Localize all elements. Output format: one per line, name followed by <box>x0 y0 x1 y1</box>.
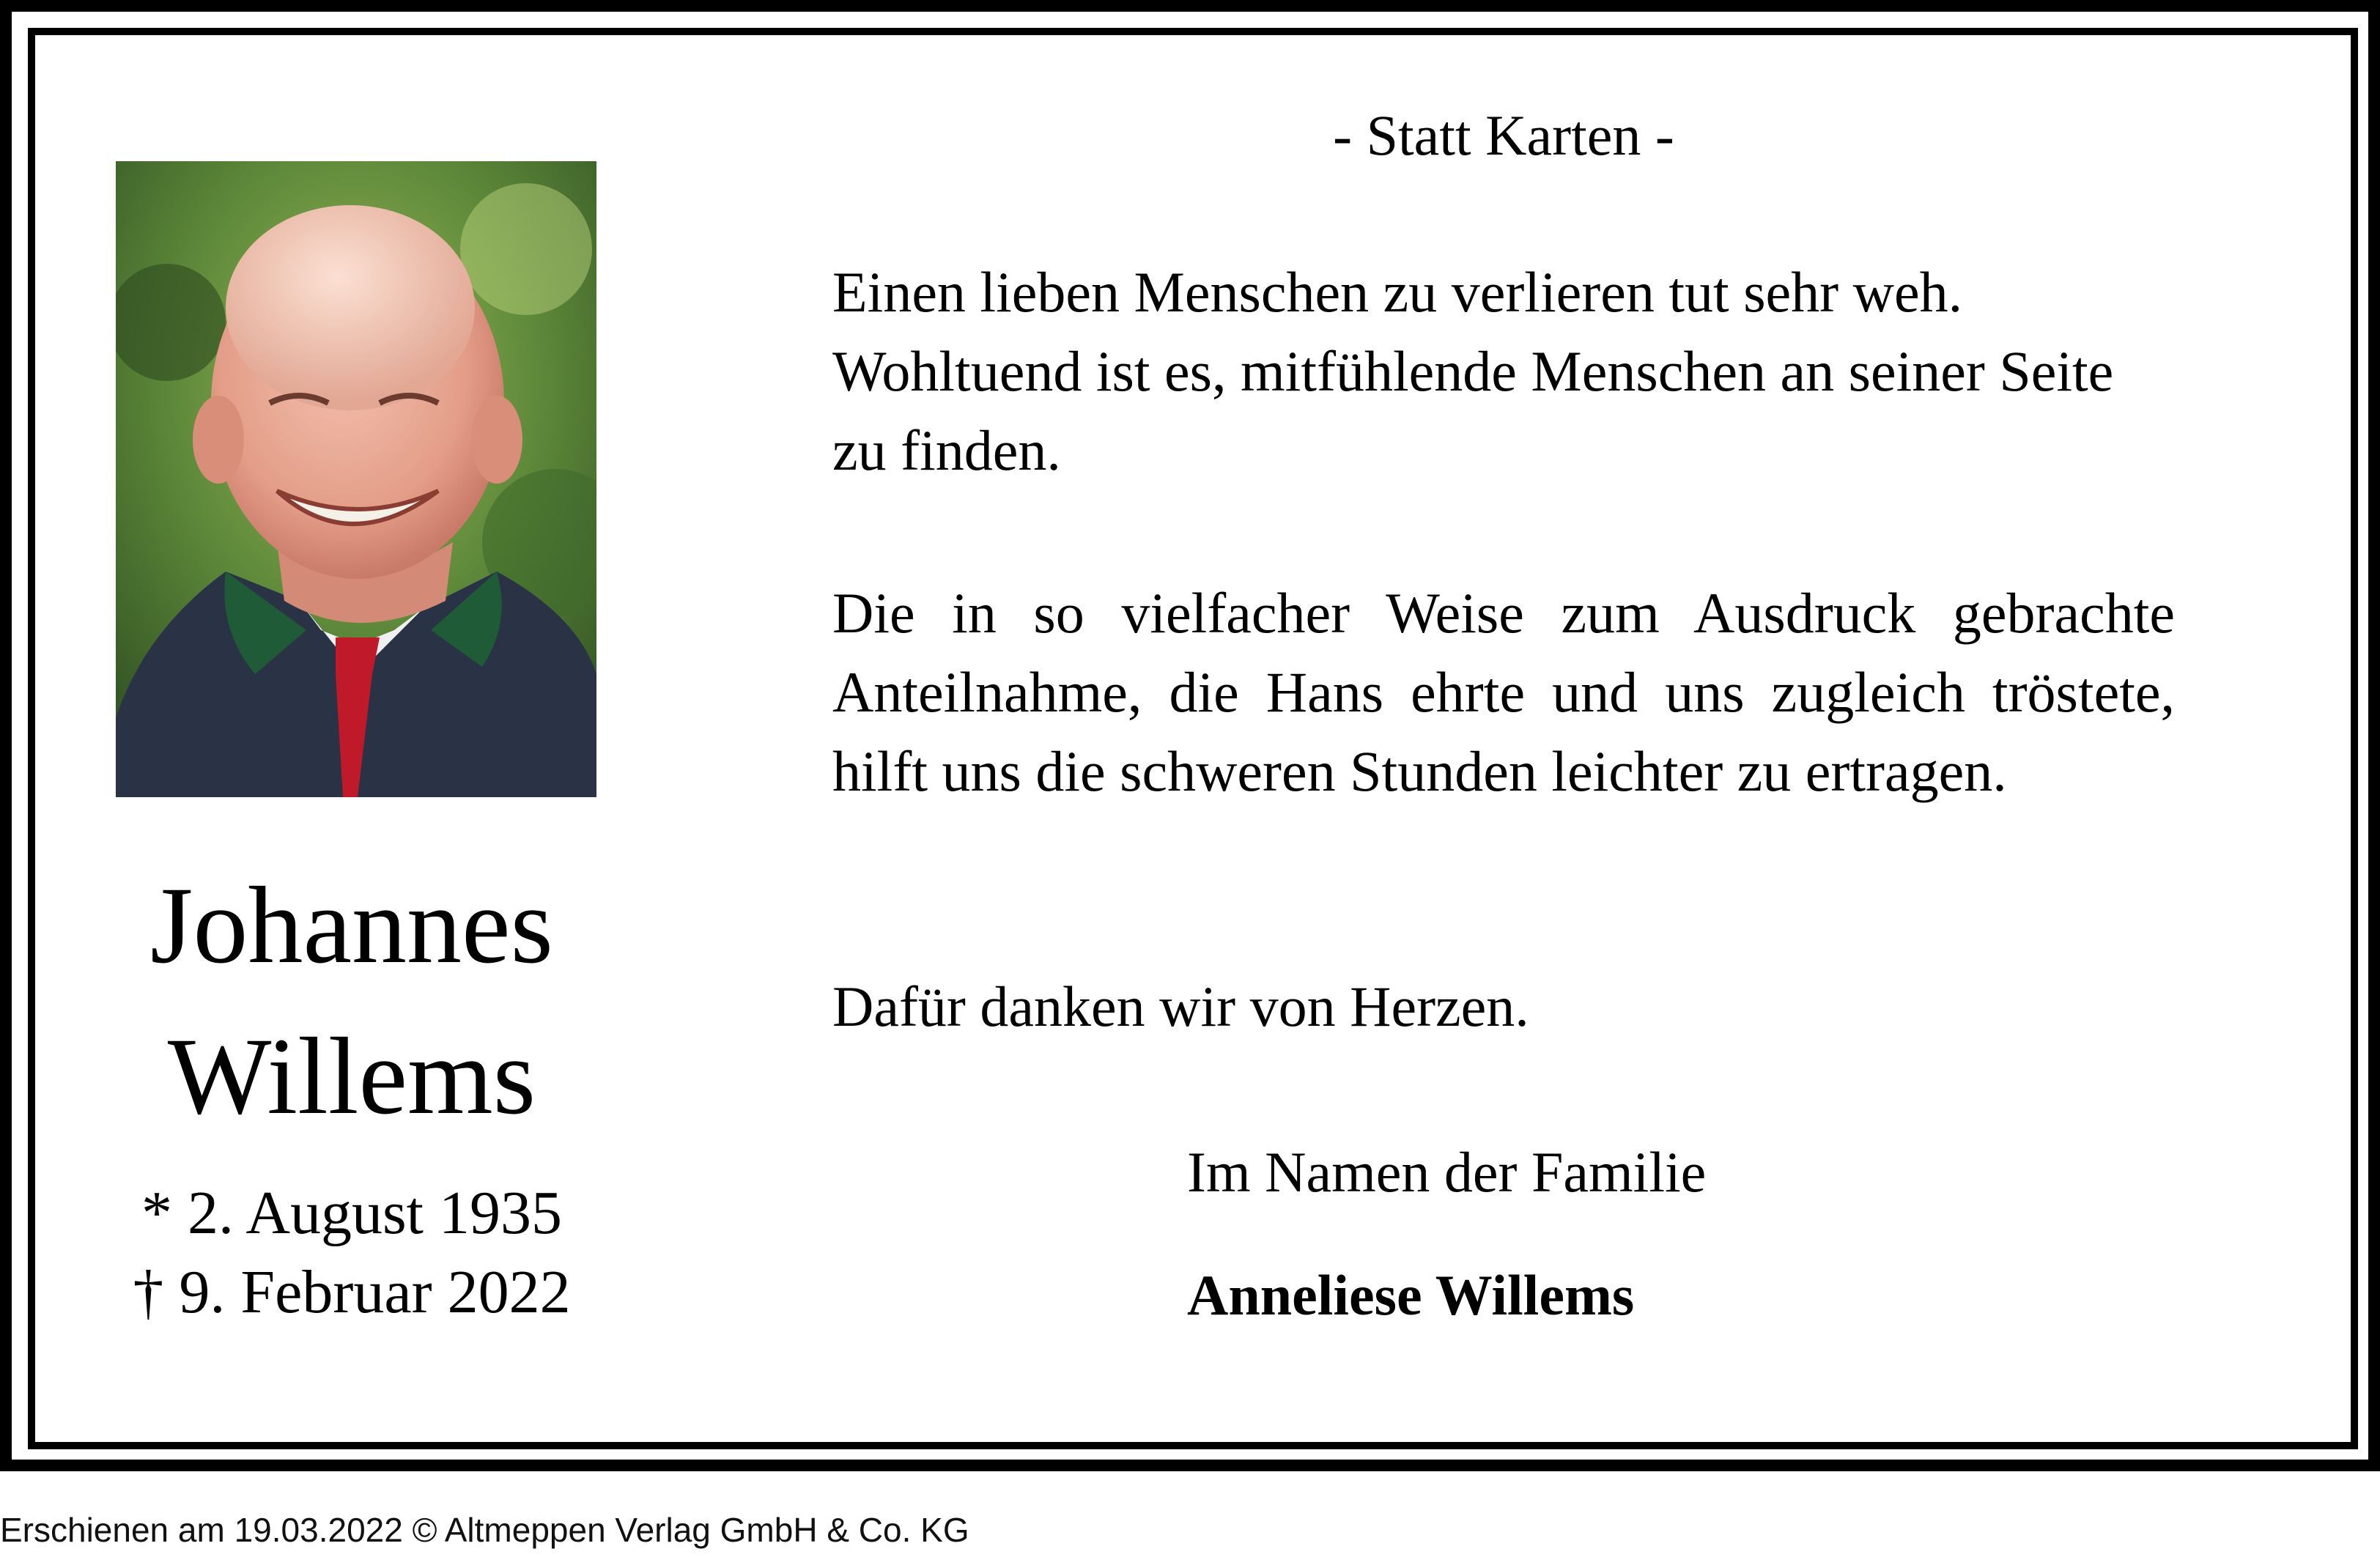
first-name: Johannes <box>150 865 553 986</box>
deceased-name <box>73 850 630 1152</box>
paragraph-1: Einen lieben Menschen zu verlieren tut sehr weh. Wohltuend ist es, mitfühlende Menschen an seiner Seite zu finden. <box>832 260 2114 482</box>
paragraph-2: Die in so vielfacher Weise zum Ausdruck gebrachte Anteilnahme, die Hans ehrte und uns zugleich tröstete, hilft uns die schweren Stunden leichter zu ertragen. <box>832 581 2175 803</box>
signature-name: Anneliese Willems <box>1187 1263 1635 1327</box>
last-name: Willems <box>167 1016 536 1137</box>
publication-footer: Erschienen am 19.03.2022 © Altmeppen Verlag GmbH & Co. KG <box>0 1511 969 1549</box>
signoff: Im Namen der Familie <box>1187 1140 1707 1204</box>
birth-date: * 2. August 1935 <box>141 1179 563 1247</box>
notice-heading: - Statt Karten - <box>1333 103 1674 167</box>
portrait-photo <box>116 161 596 797</box>
paragraph-3: Dafür danken wir von Herzen. <box>832 974 1529 1038</box>
death-date: † 9. Februar 2022 <box>133 1258 571 1326</box>
life-dates <box>73 1174 630 1332</box>
